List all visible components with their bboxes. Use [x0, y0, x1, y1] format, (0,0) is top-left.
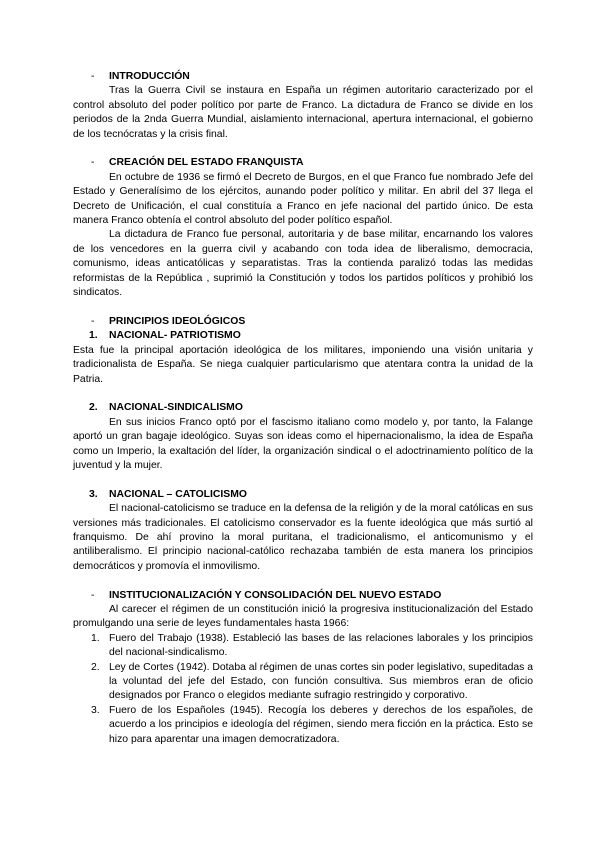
bullet-dash: - [91, 589, 95, 601]
item-number: 2. [89, 402, 98, 414]
item-text: Fuero de los Españoles (1945). Recogía los deberes y derechos de los españoles, de acuerdo a los principios e ideología del régimen, siendo mera ficción en la práctica. Esto se hizo para aparentar una imagen democratizadora. [109, 704, 533, 745]
section-heading-principios [73, 315, 533, 329]
item-number: 3. [91, 704, 100, 716]
numbered-heading-catolicismo [73, 488, 533, 502]
item-text: Ley de Cortes (1942). Dotaba al régimen de unas cortes sin poder legislativo, supeditadas a la voluntad del jefe del Estado, con función consultiva. Sus miembros eran de oficio designados por Franco o elegidos mediante sufragio restringido y corporativo. [109, 661, 533, 702]
section-heading-introduccion [73, 70, 533, 84]
bullet-dash: - [91, 315, 95, 327]
paragraph: Esta fue la principal aportación ideológica de los militares, imponiendo una visión unitaria y tradicionalista de España. Se niega cualquier particularismo que atentara contra la unidad de la Patria. [73, 344, 533, 385]
bullet-dash: - [91, 157, 95, 169]
item-title: NACIONAL- PATRIOTISMO [109, 330, 241, 342]
paragraph: En sus inicios Franco optó por el fascismo italiano como modelo y, por tanto, la Falange aportó un gran bagaje ideológico. Suyas son ideas como el hipernacionalismo, la idea de España como un Imperio, la exaltación del líder, la organización sindical o el adoctrinamiento político de la juventud y la mujer. [73, 416, 533, 471]
item-number: 1. [91, 632, 100, 644]
item-number: 3. [89, 488, 98, 500]
paragraph: Al carecer el régimen de un constitución inició la progresiva institucionalización del Estado promulgando una serie de leyes fundamentales hasta 1966: [73, 603, 533, 630]
section-title: CREACIÓN DEL ESTADO FRANQUISTA [109, 157, 304, 169]
paragraph: La dictadura de Franco fue personal, autoritaria y de base militar, encarnando los valores de los vencedores en la guerra civil y acabando con toda idea de liberalismo, democracia, comunismo, ideas anticatólicas y separatistas. Tras la contienda paralizó todas las medidas reformistas de la República , suprimió la Constitución y todos los partidos políticos y prohibió los sindicatos. [73, 229, 533, 299]
section-title: INTRODUCCIÓN [109, 71, 190, 82]
numbered-heading-patriotismo [73, 329, 533, 343]
section-title: PRINCIPIOS IDEOLÓGICOS [109, 315, 246, 327]
list-item [73, 704, 533, 747]
section-heading-institucionalizacion [73, 589, 533, 603]
fundamental-laws-list [73, 632, 533, 747]
list-item [73, 661, 533, 704]
paragraph: Tras la Guerra Civil se instaura en España un régimen autoritario caracterizado por el control absoluto del poder político por parte de Franco. La dictadura de Franco se divide en los periodos de la 2nda Guerra Mundial, aislamiento internacional, apertura internacional, el gobierno de los tecnócratas y la crisis final. [73, 85, 533, 140]
numbered-heading-sindicalismo [73, 401, 533, 415]
bullet-dash: - [91, 71, 95, 82]
item-text: Fuero del Trabajo (1938). Estableció las bases de las relaciones laborales y los principios del nacional-sindicalismo. [109, 632, 533, 659]
item-number: 1. [89, 330, 98, 342]
item-title: NACIONAL – CATOLICISMO [109, 488, 247, 500]
item-title: NACIONAL-SINDICALISMO [109, 402, 243, 414]
item-number: 2. [91, 661, 100, 673]
list-item [73, 632, 533, 661]
document-body [73, 70, 533, 747]
paragraph: En octubre de 1936 se firmó el Decreto de Burgos, en el que Franco fue nombrado Jefe del Estado y Generalísimo de los ejércitos, aunando poder político y militar. En abril del 37 llega el Decreto de Unificación, el cual constituía a Franco en jefe nacional del partido único. De esta manera Franco obtenía el control absoluto del poder político español. [73, 171, 533, 227]
paragraph: El nacional-catolicismo se traduce en la defensa de la religión y de la moral católicas en sus versiones más tradicionales. El catolicismo conservador es la fuente ideológica que más surtió al franquismo. De ahí provino la moral puritana, el tradicionalismo, el anticomunismo y el antiliberalismo. El principio nacional-católico rechazaba también de esta manera los principios democráticos y promovía el inmovilismo. [73, 503, 533, 572]
section-heading-creacion [73, 156, 533, 170]
section-title: INSTITUCIONALIZACIÓN Y CONSOLIDACIÓN DEL NUEVO ESTADO [109, 589, 442, 601]
